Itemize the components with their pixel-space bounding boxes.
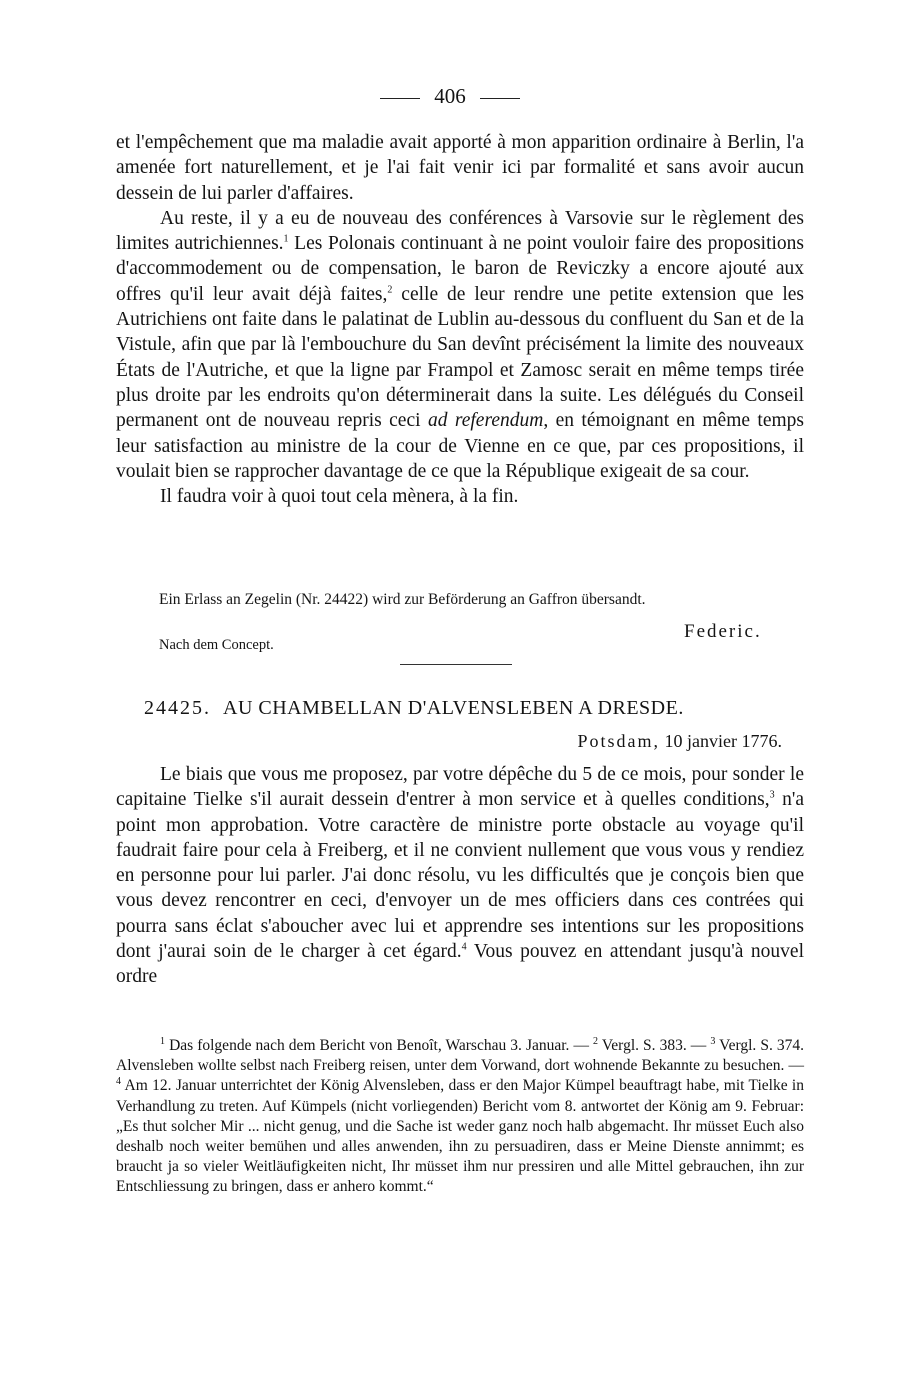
letter-text xyxy=(116,762,804,990)
footnote-mark: 1 xyxy=(283,233,289,245)
letter-place: Potsdam, xyxy=(577,731,661,751)
source-note: Nach dem Concept. xyxy=(159,637,274,653)
italic-phrase: ad referendum xyxy=(427,410,544,432)
paragraph: et l'empêchement que ma maladie avait apporté à mon apparition ordinaire à Berlin, l'a amenée fort naturellement, et je l'ai fait venir ici par formalité et sans avoir aucun dessein de lui parler d'affaires. xyxy=(116,132,804,204)
previous-letter-text xyxy=(116,130,804,509)
letter-number: 24425. xyxy=(144,697,211,719)
paragraph: Le biais que vous me proposez, par votre dépêche du 5 de ce mois, pour sonder le capitaine Tielke s'il aurait dessein d'entrer à mon service et à quelles conditions,$^3$ n'a point mon approbation. Votre caractère de ministre porte obstacle au voyage qu'il faudrait faire pour cela à Freiberg, et il ne convient nullement que vous vous y rendiez en personne pour lui parler. J'ai donc résolu, vu les difficultés que je conçois bien que vous devez rencontrer en ceci, d'envoyer un de mes officiers dans ces contrées qui pourra sans éclat s'aboucher avec lui et apprendre ses intentions sur les propositions dont j'aurai soin de le charger à cet égard.$^4$ Vous pouvez en attendant jusqu'à nouvel ordre xyxy=(116,764,805,988)
footnote-mark: 4 xyxy=(461,941,467,953)
footnote-block: $^1$ Das folgende nach dem Bericht von Benoît, Warschau 3. Januar. — $^2$ Vergl. S. 383. — $^3$ Vergl. S. 374. Alvensleben wollte selbst nach Freiberg reisen, unter dem Vorwand, dort wohnende Bekannte zu besuchen. — $^4$ Am 12. Januar unterrichtet der König Alvensleben, dass er den Major Kümpel beauftragt habe, mit Tielke in Verhandlung zu treten. Auf Kümpels (nicht vorliegenden) Bericht vom 8. antwortet der König am 9. Februar: „Es thut solcher Mir ... nicht genug, und die Sache ist weder ganz noch halb abgemacht. Ihr müsset Euch also deshalb noch weiter bemühen und alles anwenden, ihn zu persuadiren, dass er Meine Dienste annimmt; es braucht ja so vieler Weitläufigkeiten nicht, Ihr müsset ihm nur pressiren und alle Mittel gebrauchen, ihn zur Entschliessung zu bringen, dass er anhero kommt.“ xyxy=(116,1035,805,1196)
footnotes xyxy=(116,1036,804,1198)
signature: Federic. xyxy=(684,621,762,642)
letter-date: 10 janvier 1776. xyxy=(664,731,782,751)
paragraph: Au reste, il y a eu de nouveau des conférences à Varsovie sur le règlement des limites autrichiennes.$^1$ Les Polonais continuant à ne point vouloir faire des propositions d'accommodement ou de compensation, le baron de Reviczky a encore ajouté aux offres qu'il leur avait déjà faites,$^2$ celle de leur rendre une petite extension que les Autrichiens ont faite dans le palatinat de Lublin au-dessous du confluent du San et de la Vistule, afin que par là l'embouchure du San devînt précisément la limite des nouveaux États de l'Autriche, et que la ligne par Frampol et Zamosc serait en même temps tirée plus droite par les endroits qu'on déterminerait dans la suite. Les délégués du Conseil permanent ont de nouveau repris ceci ad referendum, en témoignant en même temps leur satisfaction au ministre de la cour de Vienne en ce que, par ces propositions, il voulait bien se rapprocher davantage de ce que la République exigeait de sa cour. xyxy=(116,207,805,482)
header-rule-right xyxy=(480,98,520,99)
letter-title: AU CHAMBELLAN D'ALVENSLEBEN A DRESDE. xyxy=(223,697,684,719)
page-header xyxy=(0,84,900,109)
paragraph: Il faudra voir à quoi tout cela mènera, à la fin. xyxy=(160,486,519,508)
footnote-mark: 2 xyxy=(387,284,393,296)
footnote-mark: 3 xyxy=(769,789,775,801)
section-divider xyxy=(400,664,512,665)
letter-dateline xyxy=(578,731,783,752)
header-rule-left xyxy=(380,98,420,99)
editor-note: Ein Erlass an Zegelin (Nr. 24422) wird zur Beförderung an Gaffron übersandt. xyxy=(159,591,646,608)
letter-heading xyxy=(144,697,684,720)
page-number: 406 xyxy=(434,84,466,108)
